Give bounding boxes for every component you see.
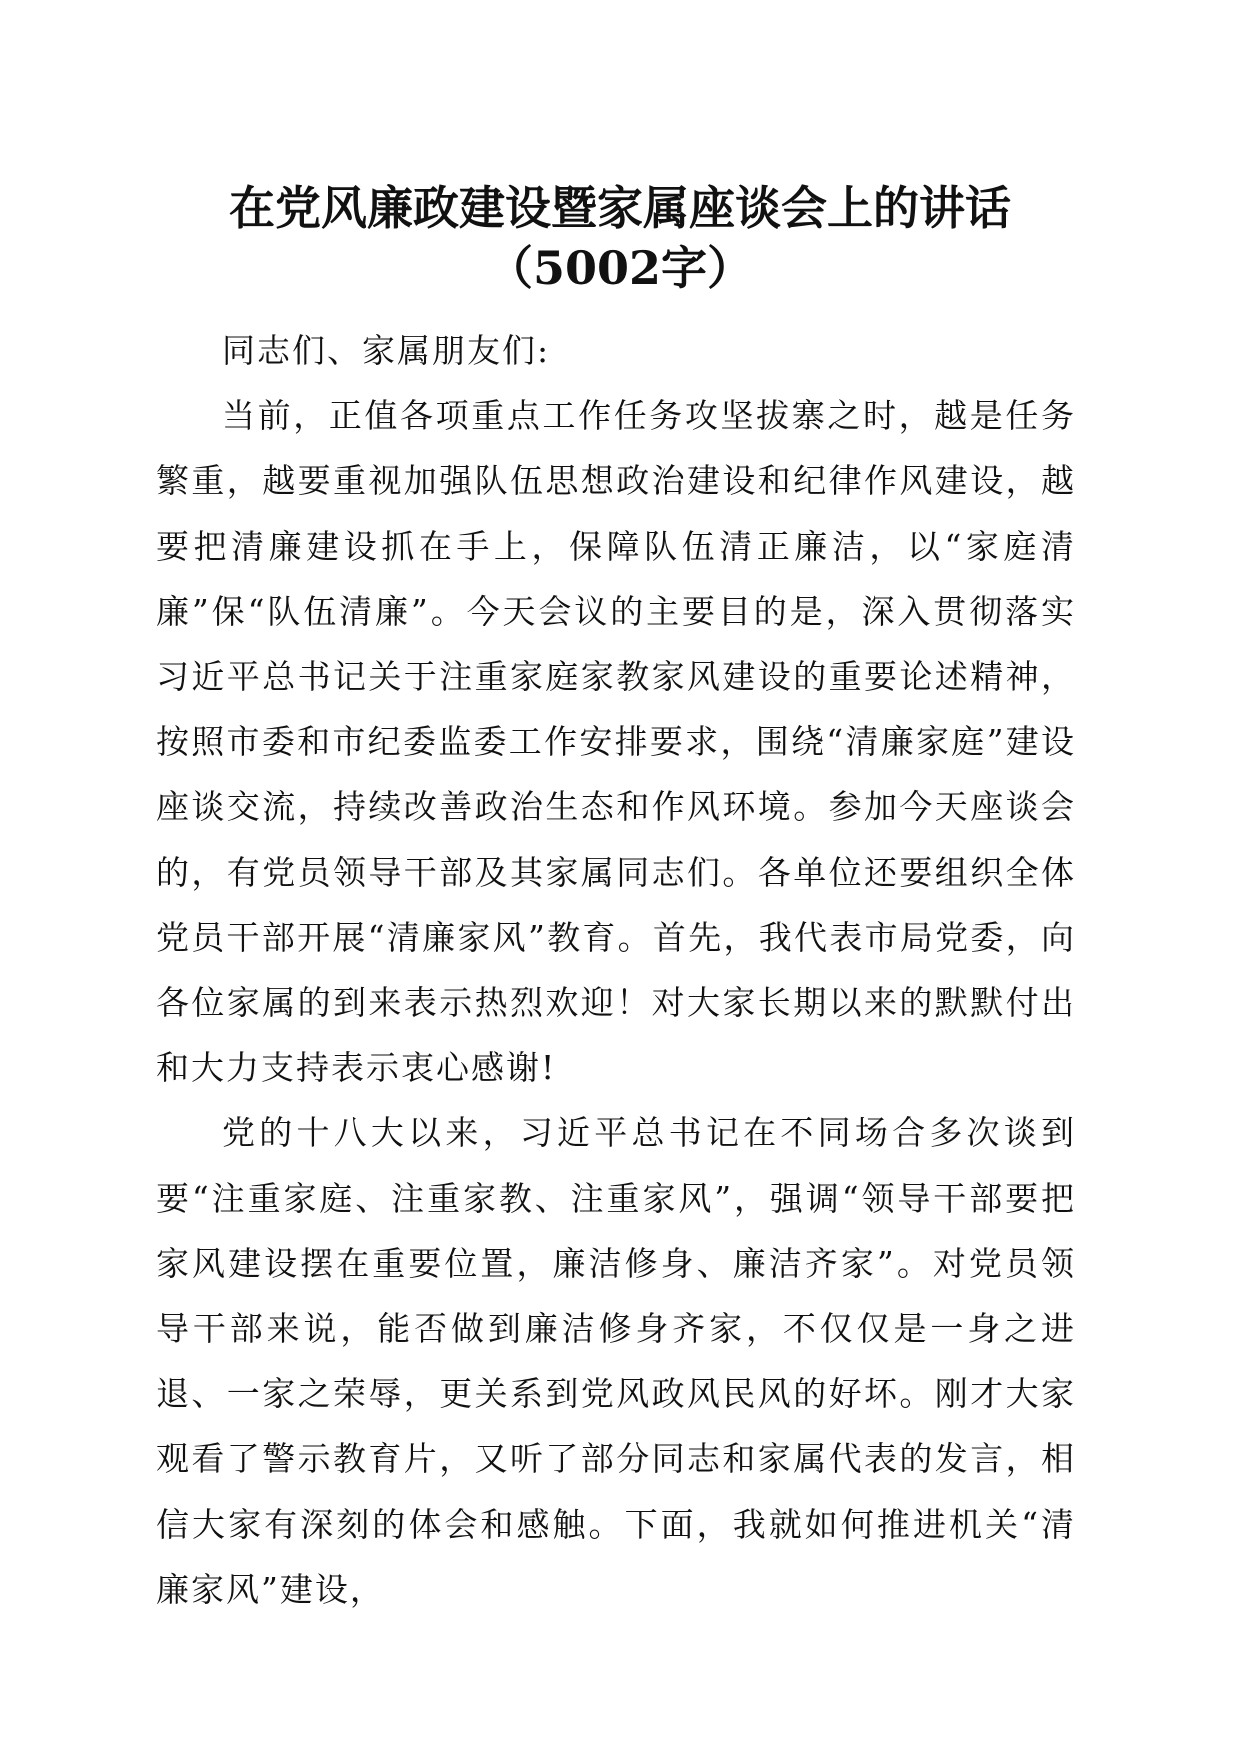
salutation: 同志们、家属朋友们: <box>222 331 551 370</box>
document-title: 在党风廉政建设暨家属座谈会上的讲话（5002字） <box>229 181 1011 295</box>
paragraph-2: 党的十八大以来，习近平总书记在不同场合多次谈到要“注重家庭、注重家教、注重家风”，强调“领导干部要把家风建设摆在重要位置，廉洁修身、廉洁齐家”。对党员领导干部来说，能否做到廉洁修身齐家，不仅仅是一身之进退、一家之荣辱，更关系到党风政风民风的好坏。刚才大家观看了警示教育片，又听了部分同志和家属代表的发言，相信大家有深刻的体会和感触。下面，我就如何推进机关“清廉家风”建设， <box>156 1113 1076 1609</box>
document-body <box>156 318 1076 1622</box>
paragraph-1: 当前，正值各项重点工作任务攻坚拔寨之时，越是任务繁重，越要重视加强队伍思想政治建设和纪律作风建设，越要把清廉建设抓在手上，保障队伍清正廉洁，以“家庭清廉”保“队伍清廉”。今天会议的主要目的是，深入贯彻落实习近平总书记关于注重家庭家教家风建设的重要论述精神，按照市委和市纪委监委工作安排要求，围绕“清廉家庭”建设座谈交流，持续改善政治生态和作风环境。参加今天座谈会的，有党员领导干部及其家属同志们。各单位还要组织全体党员干部开展“清廉家风”教育。首先，我代表市局党委，向各位家属的到来表示热烈欢迎！对大家长期以来的默默付出和大力支持表示衷心感谢! <box>156 396 1076 1088</box>
